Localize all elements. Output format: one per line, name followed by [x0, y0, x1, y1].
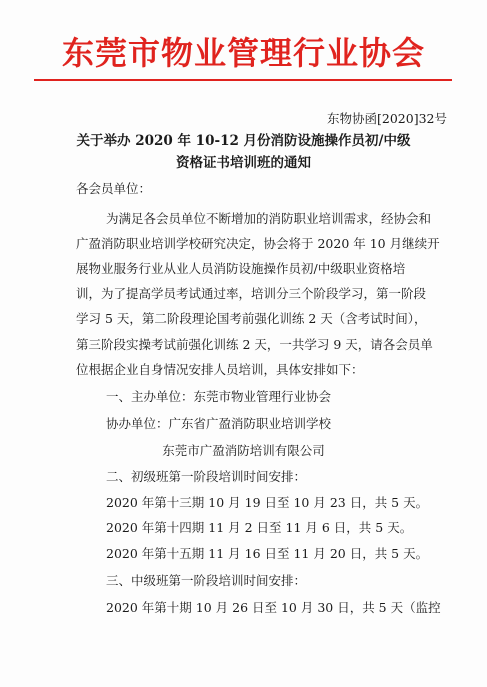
document-number: 东物协函[2020]32号 [327, 111, 447, 126]
header-red-rule [34, 79, 452, 81]
section2-item-1: 2020 年第十三期 10 月 19 日至 10 月 23 日，共 5 天。 [106, 495, 429, 510]
section3-heading: 三、中级班第一阶段培训时间安排： [106, 573, 307, 588]
org-header-title: 东莞市物业管理行业协会 [61, 34, 425, 72]
document-title-line-1: 关于举办 2020 年 10-12 月份消防设施操作员初/中级 [76, 133, 411, 149]
intro-line-2: 广盈消防职业培训学校研究决定，协会将于 2020 年 10 月继续开 [76, 236, 440, 251]
document-title-line-2: 资格证书培训班的通知 [176, 155, 311, 171]
section3-item-1: 2020 年第十期 10 月 26 日至 10 月 30 日，共 5 天（监控 [106, 600, 441, 615]
intro-line-3: 展物业服务行业从业人员消防设施操作员初/中级职业资格培 [76, 261, 406, 276]
section2-item-2: 2020 年第十四期 11 月 2 日至 11 月 6 日，共 5 天。 [106, 520, 413, 535]
salutation: 各会员单位： [76, 181, 152, 196]
section2-item-3: 2020 年第十五期 11 月 16 日至 11 月 20 日，共 5 天。 [106, 546, 429, 561]
section2-heading: 二、初级班第一阶段培训时间安排： [106, 469, 307, 484]
intro-line-6: 第三阶段实操考试前强化训练 2 天，一共学习 9 天，请各会员单 [76, 337, 433, 352]
section1-co-host-line-2: 东莞市广盈消防培训有限公司 [162, 443, 325, 458]
intro-line-1: 为满足各会员单位不断增加的消防职业培训需求，经协会和 [106, 211, 432, 226]
section1-co-host: 协办单位：广东省广盈消防职业培训学校 [106, 416, 332, 431]
section1-host: 一、主办单位：东莞市物业管理行业协会 [106, 389, 332, 404]
intro-line-5: 学习 5 天，第二阶段理论国考前强化训练 2 天（含考试时间）， [76, 311, 427, 326]
intro-line-4: 训，为了提高学员考试通过率，培训分三个阶段学习，第一阶段 [76, 286, 427, 301]
intro-line-7: 位根据企业自身情况安排人员培训，具体安排如下： [76, 362, 364, 377]
